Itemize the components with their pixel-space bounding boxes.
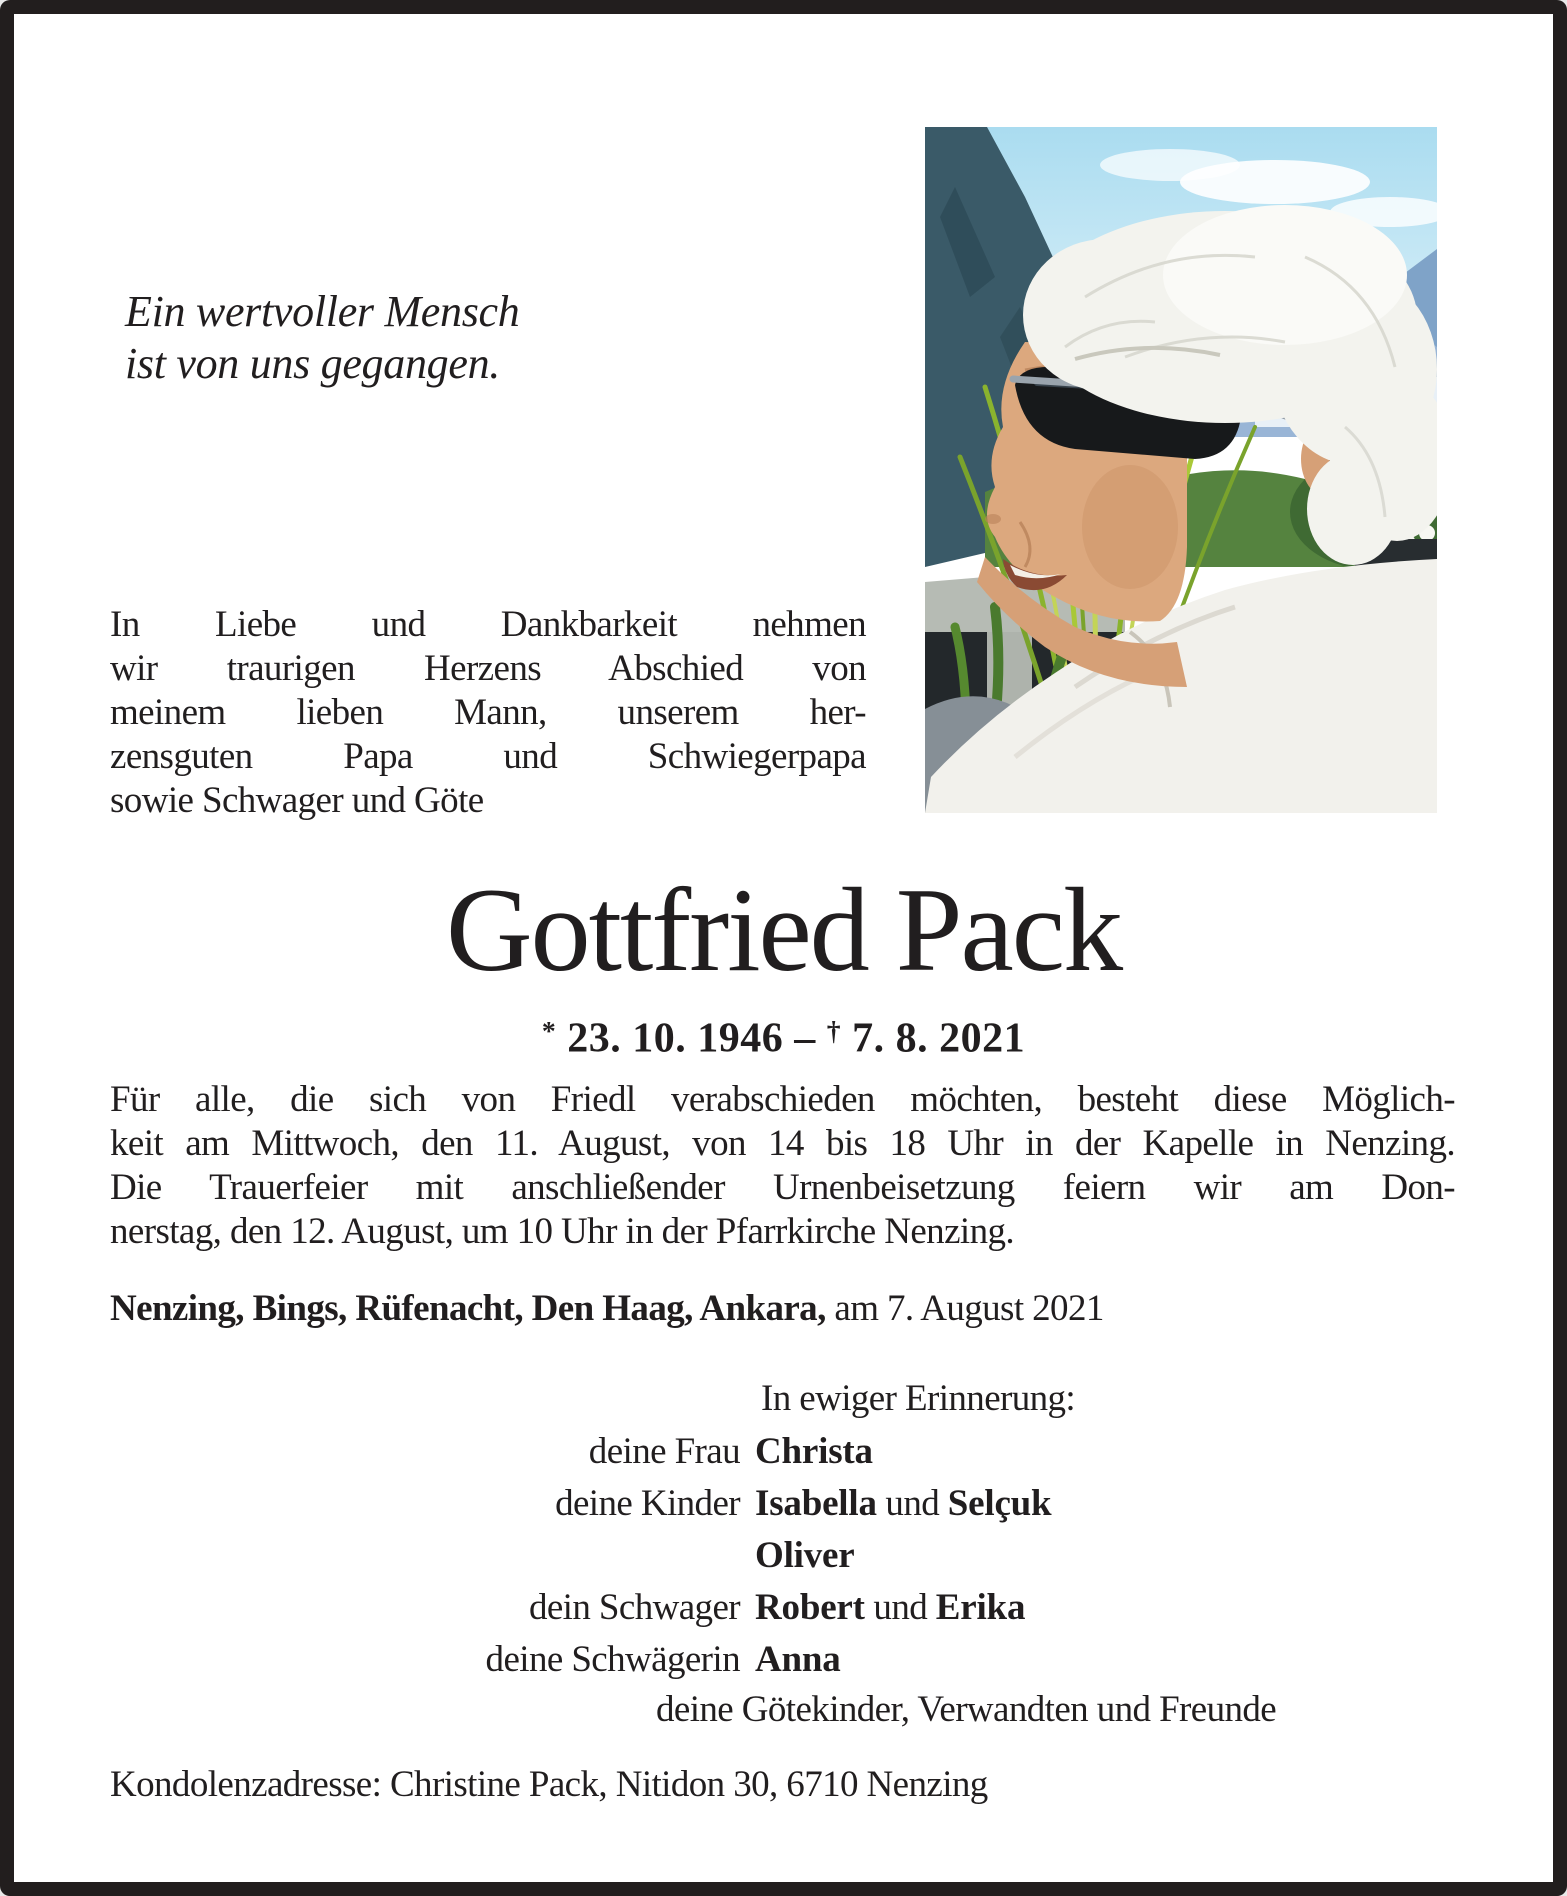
condolence-address: Kondolenzadresse: Christine Pack, Nitidon 30, 6710 Nenzing xyxy=(110,1764,988,1805)
intro-line: wir traurigen Herzens Abschied von xyxy=(110,648,866,689)
mourner-relation xyxy=(110,1530,740,1582)
announcement-paragraph xyxy=(110,1078,1455,1254)
places-line xyxy=(110,1286,1104,1332)
intro-paragraph xyxy=(110,603,866,823)
opening-line-2: ist von uns gegangen. xyxy=(125,339,500,388)
dates-separator: – xyxy=(794,1015,816,1062)
mourner-names: Isabella und Selçuk xyxy=(755,1483,1052,1524)
intro-line: meinem lieben Mann, unserem her- xyxy=(110,692,866,733)
mourner-names: Oliver xyxy=(755,1535,855,1576)
opening-line-1: Ein wertvoller Mensch xyxy=(125,287,520,336)
mourner-names: Robert und Erika xyxy=(755,1587,1026,1628)
deceased-name: Gottfried Pack xyxy=(445,863,1122,996)
places-date: am 7. August 2021 xyxy=(825,1288,1104,1329)
intro-line: sowie Schwager und Göte xyxy=(110,780,484,821)
intro-line: In Liebe und Dankbarkeit nehmen xyxy=(110,604,866,645)
mourners-list xyxy=(110,1426,1051,1686)
portrait-photo-art xyxy=(925,127,1437,813)
death-date: 7. 8. 2021 xyxy=(852,1015,1026,1062)
remembrance-heading: In ewiger Erinnerung: xyxy=(761,1378,1076,1419)
life-dates xyxy=(14,1008,1553,1062)
death-symbol: † xyxy=(826,1015,842,1046)
mourners-closing: deine Götekinder, Verwandten und Freunde xyxy=(656,1689,1277,1730)
birth-date: 23. 10. 1946 xyxy=(567,1015,784,1062)
announcement-line: Für alle, die sich von Friedl verabschieden möchten, besteht diese Möglich- xyxy=(110,1079,1455,1120)
birth-symbol: * xyxy=(541,1015,557,1046)
mourner-names: Anna xyxy=(755,1639,841,1680)
announcement-line: nerstag, den 12. August, um 10 Uhr in der Pfarrkirche Nenzing. xyxy=(110,1211,1015,1252)
mourner-relation: deine Frau xyxy=(588,1431,740,1472)
portrait-photo xyxy=(925,127,1437,813)
mourner-relation: dein Schwager xyxy=(528,1587,740,1628)
mourner-relation: deine Kinder xyxy=(555,1483,740,1524)
mourner-names: Christa xyxy=(755,1431,873,1472)
announcement-line: keit am Mittwoch, den 11. August, von 14 bis 18 Uhr in der Kapelle in Nenzing. xyxy=(110,1123,1455,1164)
opening-phrase xyxy=(125,286,520,390)
announcement-line: Die Trauerfeier mit anschließender Urnenbeisetzung feiern wir am Don- xyxy=(110,1167,1455,1208)
mourner-relation: deine Schwägerin xyxy=(485,1639,740,1680)
intro-line: zensguten Papa und Schwiegerpapa xyxy=(110,736,866,777)
places-bold: Nenzing, Bings, Rüfenacht, Den Haag, Ankara, xyxy=(110,1288,826,1329)
